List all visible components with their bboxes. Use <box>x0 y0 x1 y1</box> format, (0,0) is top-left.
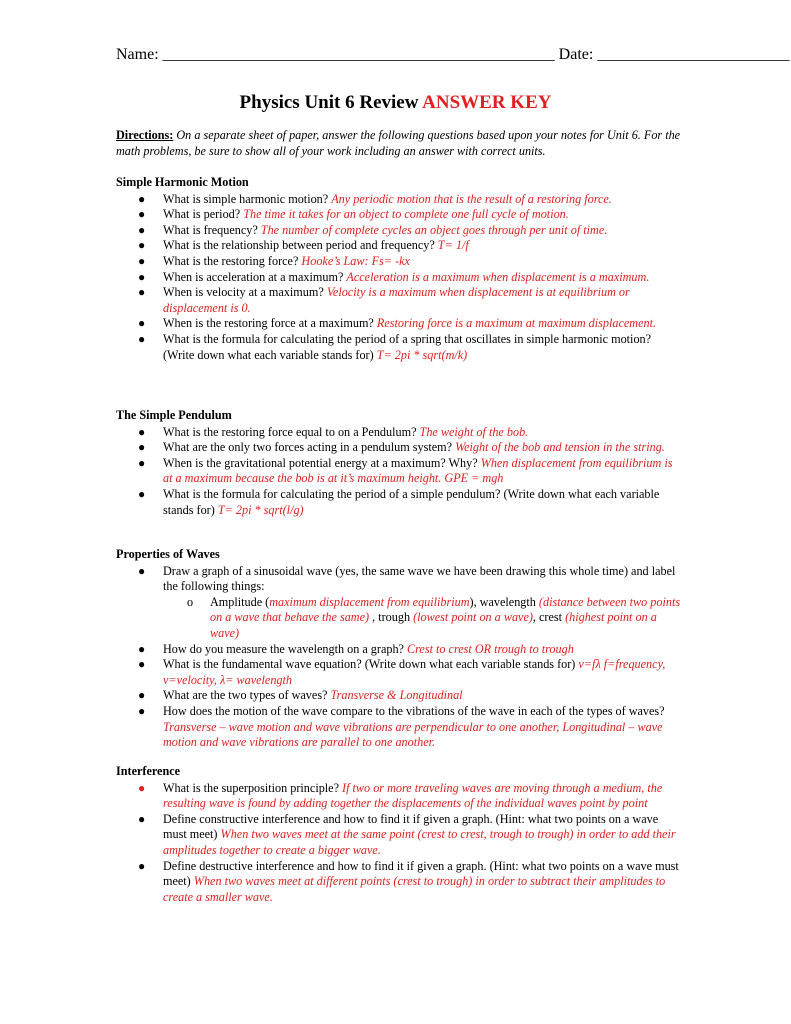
answer-text: The number of complete cycles an object goes through per unit of time. <box>260 222 608 237</box>
answer-text: When two waves meet at different points (crest to trough) in order to subtract their amplitudes to create a smaller wave. <box>163 874 666 904</box>
list-item <box>116 688 681 704</box>
list-item <box>116 440 681 456</box>
section-shm <box>116 175 681 363</box>
bullet-icon: ● <box>138 253 146 268</box>
list-item <box>116 223 681 239</box>
question-text: What is the formula for calculating the period of a simple pendulum? (Write down what each variable stands for) <box>163 486 660 517</box>
name-date-line <box>116 46 789 64</box>
answer-text: When two waves meet at the same point (crest to crest, trough to trough) in order to add their amplitudes together to create a bigger wave. <box>163 827 676 857</box>
bullet-icon: ● <box>138 331 146 346</box>
question-text: What is the restoring force? <box>163 253 302 268</box>
trough-label: , trough <box>369 610 414 625</box>
directions-text: On a separate sheet of paper, answer the following questions based upon your notes for Unit 6. For the math problems, be sure to show all of your work including an answer with correct units. <box>116 128 681 158</box>
answer-text: Hooke’s Law: Fs= -kx <box>301 253 410 268</box>
question-text: When is velocity at a maximum? <box>163 285 327 300</box>
list-item <box>116 657 681 688</box>
answer-text: Crest to crest OR trough to trough <box>407 641 574 656</box>
answer-text: Transverse & Longitudinal <box>330 688 463 703</box>
bullet-icon: ● <box>138 811 146 826</box>
answer-text: The weight of the bob. <box>419 424 529 439</box>
answer-text: Weight of the bob and tension in the string. <box>455 440 665 455</box>
list-item <box>116 456 681 487</box>
answer-text: v=fλ f=frequency, v=velocity, λ= wavelength <box>163 657 666 687</box>
bullet-icon: ● <box>138 858 146 873</box>
list-item <box>116 812 681 859</box>
answer-text: Velocity is a maximum when displacement is at equilibrium or displacement is 0. <box>163 285 630 315</box>
question-list <box>116 564 681 751</box>
question-text: What are the only two forces acting in a pendulum system? <box>163 440 456 455</box>
question-text: When is the restoring force at a maximum? <box>163 316 377 331</box>
answer-text: Transverse – wave motion and wave vibrations are perpendicular to one another, Longitudinal – wave motion and wave vibrations are parallel to one another. <box>163 719 663 750</box>
answer-text: The time it takes for an object to complete one full cycle of motion. <box>243 207 569 222</box>
bullet-icon: ● <box>138 780 146 795</box>
section-waves <box>116 547 681 751</box>
trough-answer: (lowest point on a wave) <box>413 610 533 625</box>
list-item <box>116 704 681 751</box>
bullet-icon: ● <box>138 424 146 439</box>
amplitude-label: Amplitude ( <box>210 594 270 609</box>
sub-list-item <box>163 595 681 642</box>
wavelength-label: ), wavelength <box>469 594 539 609</box>
answer-text: Any periodic motion that is the result of a restoring force. <box>331 191 612 206</box>
section-title: Interference <box>116 764 181 778</box>
bullet-icon: ● <box>138 285 146 300</box>
bullet-icon: ● <box>138 486 146 501</box>
question-text: Draw a graph of a sinusoidal wave (yes, the same wave we have been drawing this whole time) and label the following things: <box>163 563 676 594</box>
section-pendulum <box>116 408 681 518</box>
question-text: What are the two types of waves? <box>163 688 331 703</box>
bullet-icon: ● <box>138 657 146 672</box>
list-item <box>116 316 681 332</box>
circle-bullet-icon: o <box>187 594 194 609</box>
question-text: What is the formula for calculating the period of a spring that oscillates in simple harmonic motion? (Write down what each variable stands for) <box>163 331 652 362</box>
question-text: What is period? <box>163 207 244 222</box>
question-text: When is the gravitational potential energy at a maximum? Why? <box>163 455 481 470</box>
bullet-icon: ● <box>138 688 146 703</box>
question-text: What is the relationship between period and frequency? <box>163 238 438 253</box>
list-item <box>116 254 681 270</box>
list-item <box>116 781 681 812</box>
section-interference <box>116 764 681 905</box>
question-list <box>116 781 681 906</box>
section-title: The Simple Pendulum <box>116 408 232 422</box>
list-item <box>116 285 681 316</box>
question-text: What is frequency? <box>163 222 261 237</box>
list-item <box>116 642 681 658</box>
question-text: Define constructive interference and how to find it if given a graph. (Hint: what two points on a wave must meet) <box>163 811 659 842</box>
list-item <box>116 192 681 208</box>
question-text: What is simple harmonic motion? <box>163 191 332 206</box>
answer-text: T= 2pi * sqrt(l/g) <box>217 502 304 517</box>
list-item <box>116 564 681 642</box>
question-text: When is acceleration at a maximum? <box>163 269 347 284</box>
title-main: Physics Unit 6 Review <box>239 92 423 113</box>
crest-answer: (highest point on a wave) <box>210 610 657 640</box>
bullet-icon: ● <box>138 703 146 718</box>
bullet-icon: ● <box>138 316 146 331</box>
question-list <box>116 425 681 519</box>
page-title <box>0 92 791 114</box>
list-item <box>116 859 681 906</box>
amplitude-answer: maximum displacement from equilibrium <box>269 594 470 609</box>
list-item <box>116 270 681 286</box>
answer-text: If two or more traveling waves are moving through a medium, the resulting wave is found by adding together the displacements of the individual waves point by point <box>163 780 663 811</box>
bullet-icon: ● <box>138 440 146 455</box>
answer-text: Acceleration is a maximum when displacement is a maximum. <box>346 269 650 284</box>
list-item <box>116 207 681 223</box>
title-answer-key: ANSWER KEY <box>422 92 552 113</box>
date-label: Date: <box>554 46 598 63</box>
answer-text: T= 2pi * sqrt(m/k) <box>376 347 468 362</box>
name-label: Name: <box>116 46 163 63</box>
name-blank: _________________________________________________ <box>162 46 555 63</box>
list-item <box>116 332 681 363</box>
sub-list <box>163 595 681 642</box>
list-item <box>116 487 681 518</box>
directions <box>116 128 681 159</box>
bullet-icon: ● <box>138 207 146 222</box>
bullet-icon: ● <box>138 269 146 284</box>
question-text: What is the fundamental wave equation? (Write down what each variable stands for) <box>163 657 579 672</box>
crest-label: , crest <box>532 610 566 625</box>
question-text: What is the restoring force equal to on a Pendulum? <box>163 424 420 439</box>
answer-text: T= 1/f <box>437 238 469 253</box>
date-blank: ________________________ <box>597 46 790 63</box>
bullet-icon: ● <box>138 563 146 578</box>
question-text: How does the motion of the wave compare to the vibrations of the wave in each of the types of waves? <box>163 703 665 718</box>
bullet-icon: ● <box>138 455 146 470</box>
list-item <box>116 425 681 441</box>
question-text: Define destructive interference and how to find it if given a graph. (Hint: what two points on a wave must meet) <box>163 858 679 889</box>
directions-label: Directions: <box>116 128 174 142</box>
wavelength-answer: (distance between two points on a wave that behave the same) <box>210 594 681 625</box>
question-text: What is the superposition principle? <box>163 780 343 795</box>
answer-text: When displacement from equilibrium is at a maximum because the bob is at it’s maximum height. GPE = mgh <box>163 455 673 486</box>
bullet-icon: ● <box>138 191 146 206</box>
bullet-icon: ● <box>138 238 146 253</box>
list-item <box>116 238 681 254</box>
bullet-icon: ● <box>138 222 146 237</box>
question-text: How do you measure the wavelength on a graph? <box>163 641 408 656</box>
bullet-icon: ● <box>138 641 146 656</box>
section-title: Simple Harmonic Motion <box>116 175 249 189</box>
section-title: Properties of Waves <box>116 547 220 561</box>
answer-text: Restoring force is a maximum at maximum displacement. <box>376 316 657 331</box>
question-list <box>116 192 681 364</box>
